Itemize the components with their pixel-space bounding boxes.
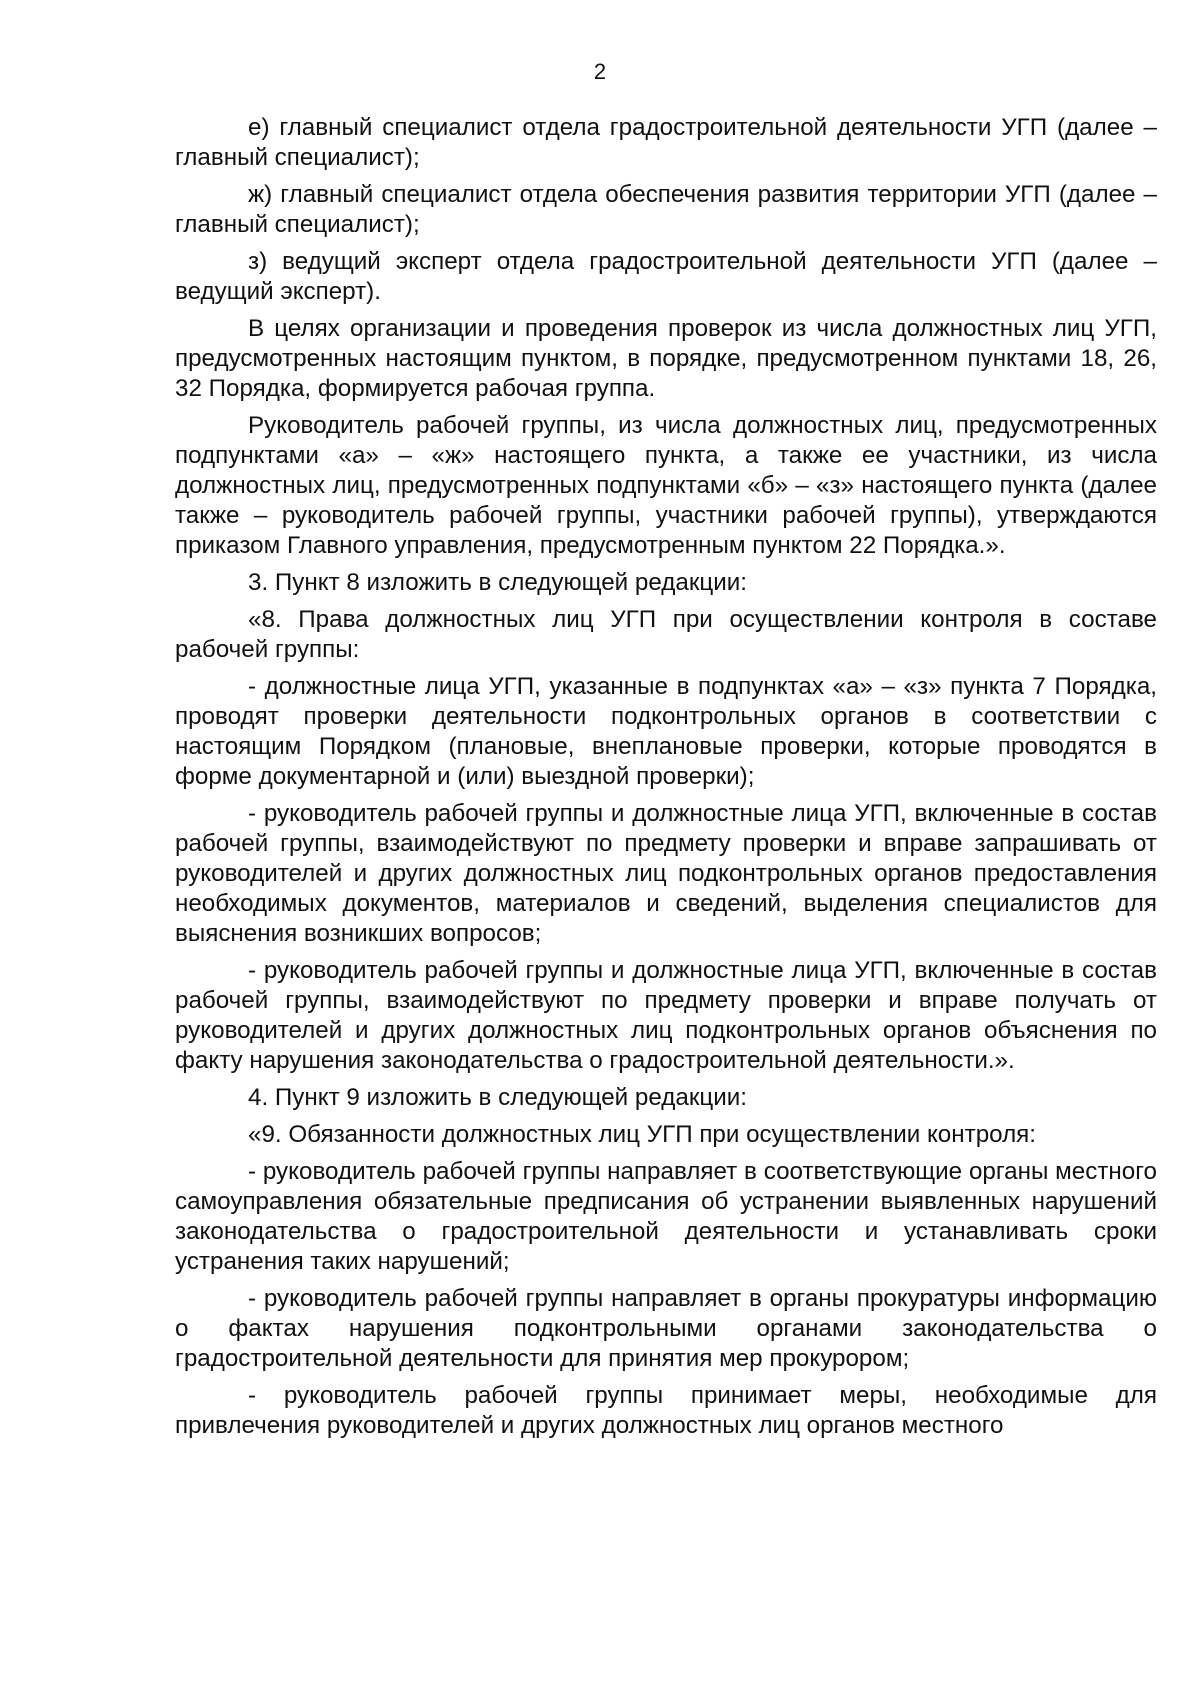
paragraph-item-8-rights: «8. Права должностных лиц УГП при осуществлении контроля в составе рабочей группы: xyxy=(175,606,1157,663)
page-number: 2 xyxy=(593,59,607,84)
paragraph-rights-inspections: - должностные лица УГП, указанные в подпунктах «а» – «з» пункта 7 Порядка, проводят проверки деятельности подконтрольных органов в соответствии с настоящим Порядком (плановые, внеплановые проверки, которые проводятся в форме документарной и (или) выездной проверки); xyxy=(175,673,1157,790)
paragraph-item-9-duties: «9. Обязанности должностных лиц УГП при осуществлении контроля: xyxy=(248,1121,1036,1148)
paragraph-subitem-zh: ж) главный специалист отдела обеспечения развития территории УГП (далее – главный специалист); xyxy=(175,181,1157,238)
paragraph-item-3-heading: 3. Пункт 8 изложить в следующей редакции: xyxy=(248,569,748,596)
paragraph-rights-request-documents: - руководитель рабочей группы и должностные лица УГП, включенные в состав рабочей группы, взаимодействуют по предмету проверки и вправе запрашивать от руководителей и других должностных лиц подконтрольных органов предоставления необходимых документов, материалов и сведений, выделения специалистов для выяснения возникших вопросов; xyxy=(175,800,1157,947)
paragraph-duties-prosecutor: - руководитель рабочей группы направляет в органы прокуратуры информацию о фактах нарушения подконтрольными органами законодательства о градостроительной деятельности для принятия мер прокурором; xyxy=(175,1285,1157,1372)
paragraph-item-4-heading: 4. Пункт 9 изложить в следующей редакции: xyxy=(248,1084,748,1111)
paragraph-group-leader: Руководитель рабочей группы, из числа должностных лиц, предусмотренных подпунктами «а» – «ж» настоящего пункта, а также ее участники, из числа должностных лиц, предусмотренных подпунктами «б» – «з» настоящего пункта (далее также – руководитель рабочей группы, участники рабочей группы), утверждаются приказом Главного управления, предусмотренным пунктом 22 Порядка.». xyxy=(175,412,1157,559)
paragraph-rights-explanations: - руководитель рабочей группы и должностные лица УГП, включенные в состав рабочей группы, взаимодействуют по предмету проверки и вправе получать от руководителей и других должностных лиц подконтрольных органов объяснения по факту нарушения законодательства о градостроительной деятельности.». xyxy=(175,957,1157,1074)
document-body xyxy=(175,113,1157,1448)
paragraph-duties-orders: - руководитель рабочей группы направляет в соответствующие органы местного самоуправления обязательные предписания об устранении выявленных нарушений законодательства о градостроительной деятельности и устанавливать сроки устранения таких нарушений; xyxy=(175,1158,1157,1275)
paragraph-subitem-z: з) ведущий эксперт отдела градостроительной деятельности УГП (далее – ведущий эксперт). xyxy=(175,248,1157,305)
paragraph-subitem-e: е) главный специалист отдела градостроительной деятельности УГП (далее – главный специалист); xyxy=(175,114,1157,171)
paragraph-duties-measures: - руководитель рабочей группы принимает меры, необходимые для привлечения руководителей и других должностных лиц органов местного xyxy=(175,1382,1157,1439)
paragraph-working-group: В целях организации и проведения проверок из числа должностных лиц УГП, предусмотренных настоящим пунктом, в порядке, предусмотренном пунктами 18, 26, 32 Порядка, формируется рабочая группа. xyxy=(175,315,1157,402)
